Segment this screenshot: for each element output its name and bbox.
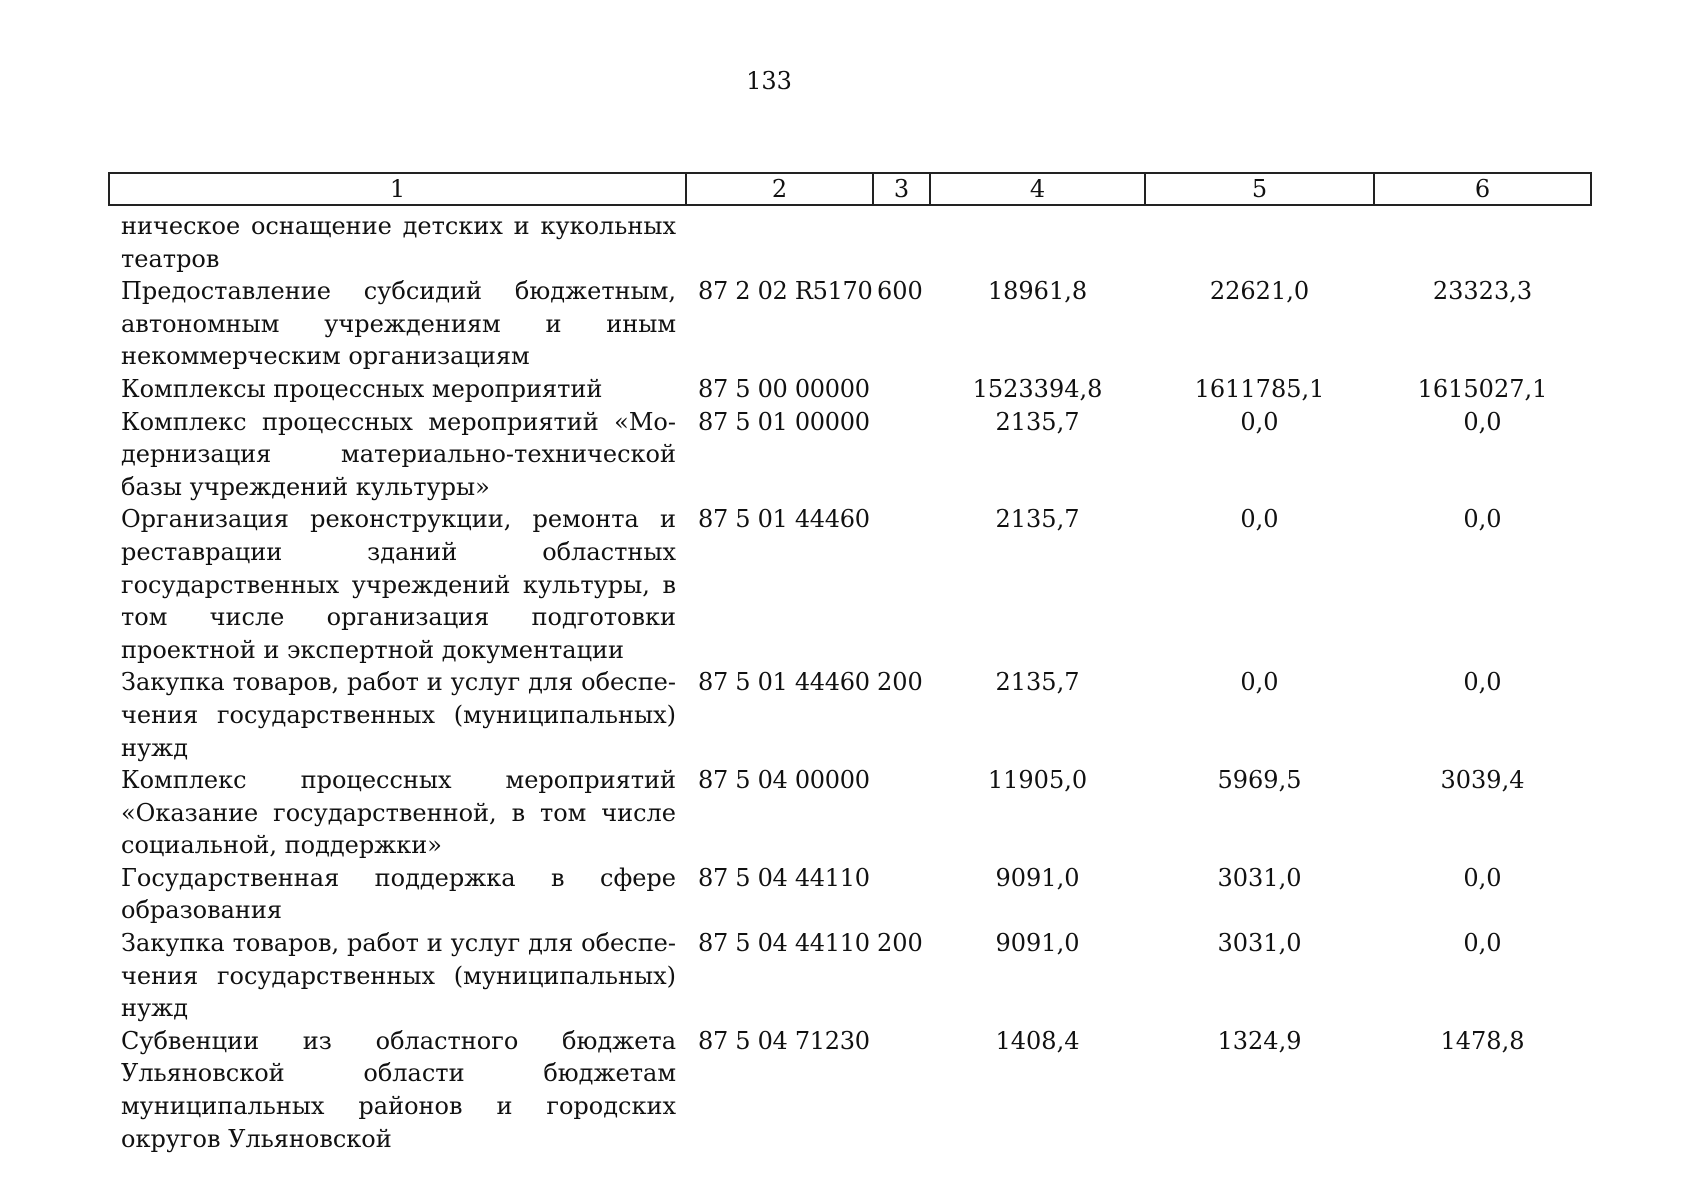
row-code: 87 5 01 44460 (698, 668, 870, 697)
table-row (109, 666, 1591, 764)
row-value-col5: 0,0 (1240, 407, 1279, 436)
row-value-col5: 0,0 (1240, 668, 1279, 697)
row-code: 87 5 01 00000 (698, 407, 870, 436)
header-col-2: 2 (686, 173, 873, 205)
row-value-col6: 3039,4 (1440, 766, 1525, 795)
table-row (109, 406, 1591, 504)
header-col-1: 1 (109, 173, 686, 205)
table-row (109, 205, 1591, 275)
row-value-col4: 18961,8 (987, 277, 1088, 306)
row-value-col6: 0,0 (1463, 407, 1502, 436)
row-expense-type (873, 764, 930, 862)
table-row (109, 764, 1591, 862)
row-code: 87 5 04 44110 (698, 863, 870, 892)
row-value-col5: 3031,0 (1217, 929, 1302, 958)
header-col-6: 6 (1374, 173, 1591, 205)
row-value-col6: 0,0 (1463, 505, 1502, 534)
row-value-col4: 2135,7 (995, 505, 1080, 534)
row-expense-type (873, 862, 930, 927)
row-expense-type (873, 373, 930, 406)
row-value-col6: 0,0 (1463, 668, 1502, 697)
row-expense-type (873, 205, 930, 275)
row-description: Комплексы процессных мероприятий (121, 374, 603, 403)
row-value-col6: 0,0 (1463, 929, 1502, 958)
row-description: Закупка товаров, работ и услуг для обеспечения государственных (муниципальных) нужд (121, 929, 676, 1023)
row-value-col5: 5969,5 (1217, 766, 1302, 795)
row-code: 87 5 04 44110 (698, 929, 870, 958)
table-body (109, 205, 1591, 1155)
budget-table (108, 172, 1592, 1155)
row-value-col4: 1523394,8 (972, 374, 1103, 403)
row-description: ническое оснащение детских и кукольных театров (121, 212, 676, 273)
page-number: 133 (746, 67, 792, 95)
row-value-col4: 2135,7 (995, 668, 1080, 697)
row-expense-type (873, 503, 930, 666)
row-value-col6: 1615027,1 (1417, 374, 1548, 403)
row-description: Государственная поддержка в сфере образования (121, 863, 676, 925)
row-value-col6 (1374, 205, 1591, 275)
row-value-col5: 22621,0 (1209, 277, 1310, 306)
table-row (109, 503, 1591, 666)
row-description: Субвенции из областного бюджета Ульяновской области бюджетам муниципальных районов и городских округов Ульяновской (121, 1026, 676, 1153)
row-description: Организация реконструкции, ремонта и реставрации зданий областных государственных учреждений культуры, в том числе организация подготовки проектной и экспертной документации (121, 505, 676, 664)
row-value-col4: 1408,4 (995, 1026, 1080, 1055)
table-row (109, 1025, 1591, 1155)
row-expense-type: 600 (877, 277, 923, 306)
row-value-col5: 1324,9 (1217, 1026, 1302, 1055)
row-value-col5: 0,0 (1240, 505, 1279, 534)
row-value-col6: 23323,3 (1432, 277, 1533, 306)
row-value-col6: 1478,8 (1440, 1026, 1525, 1055)
row-value-col5: 1611785,1 (1194, 374, 1325, 403)
header-col-3: 3 (873, 173, 930, 205)
row-expense-type: 200 (877, 668, 923, 697)
row-value-col4: 2135,7 (995, 407, 1080, 436)
row-value-col6: 0,0 (1463, 863, 1502, 892)
row-code: 87 5 04 00000 (698, 766, 870, 795)
row-code (686, 205, 873, 275)
row-description: Комплекс процессных мероприятий «Модернизация материально-технической базы учреждений культуры» (121, 407, 676, 501)
row-value-col5: 3031,0 (1217, 863, 1302, 892)
header-row (109, 173, 1591, 205)
row-description: Комплекс процессных мероприятий «Оказание государственной, в том числе социальной, поддержки» (121, 766, 676, 860)
row-code: 87 5 04 71230 (698, 1026, 870, 1055)
row-value-col4: 9091,0 (995, 929, 1080, 958)
row-value-col4: 11905,0 (987, 766, 1088, 795)
row-value-col4: 9091,0 (995, 863, 1080, 892)
row-code: 87 5 00 00000 (698, 374, 870, 403)
row-code: 87 2 02 R5170 (698, 277, 873, 306)
table-row (109, 373, 1591, 406)
row-expense-type (873, 406, 930, 504)
row-code: 87 5 01 44460 (698, 505, 870, 534)
table-header (109, 173, 1591, 205)
row-expense-type: 200 (877, 929, 923, 958)
table-row (109, 927, 1591, 1025)
row-value-col5 (1145, 205, 1374, 275)
table-row (109, 275, 1591, 373)
row-expense-type (873, 1025, 930, 1155)
header-col-4: 4 (930, 173, 1145, 205)
header-col-5: 5 (1145, 173, 1374, 205)
row-description: Предоставление субсидий бюджетным, автономным учреждениям и иным некоммерческим организациям (121, 277, 676, 371)
row-value-col4 (930, 205, 1145, 275)
row-description: Закупка товаров, работ и услуг для обеспечения государственных (муниципальных) нужд (121, 668, 676, 762)
table-row (109, 862, 1591, 927)
